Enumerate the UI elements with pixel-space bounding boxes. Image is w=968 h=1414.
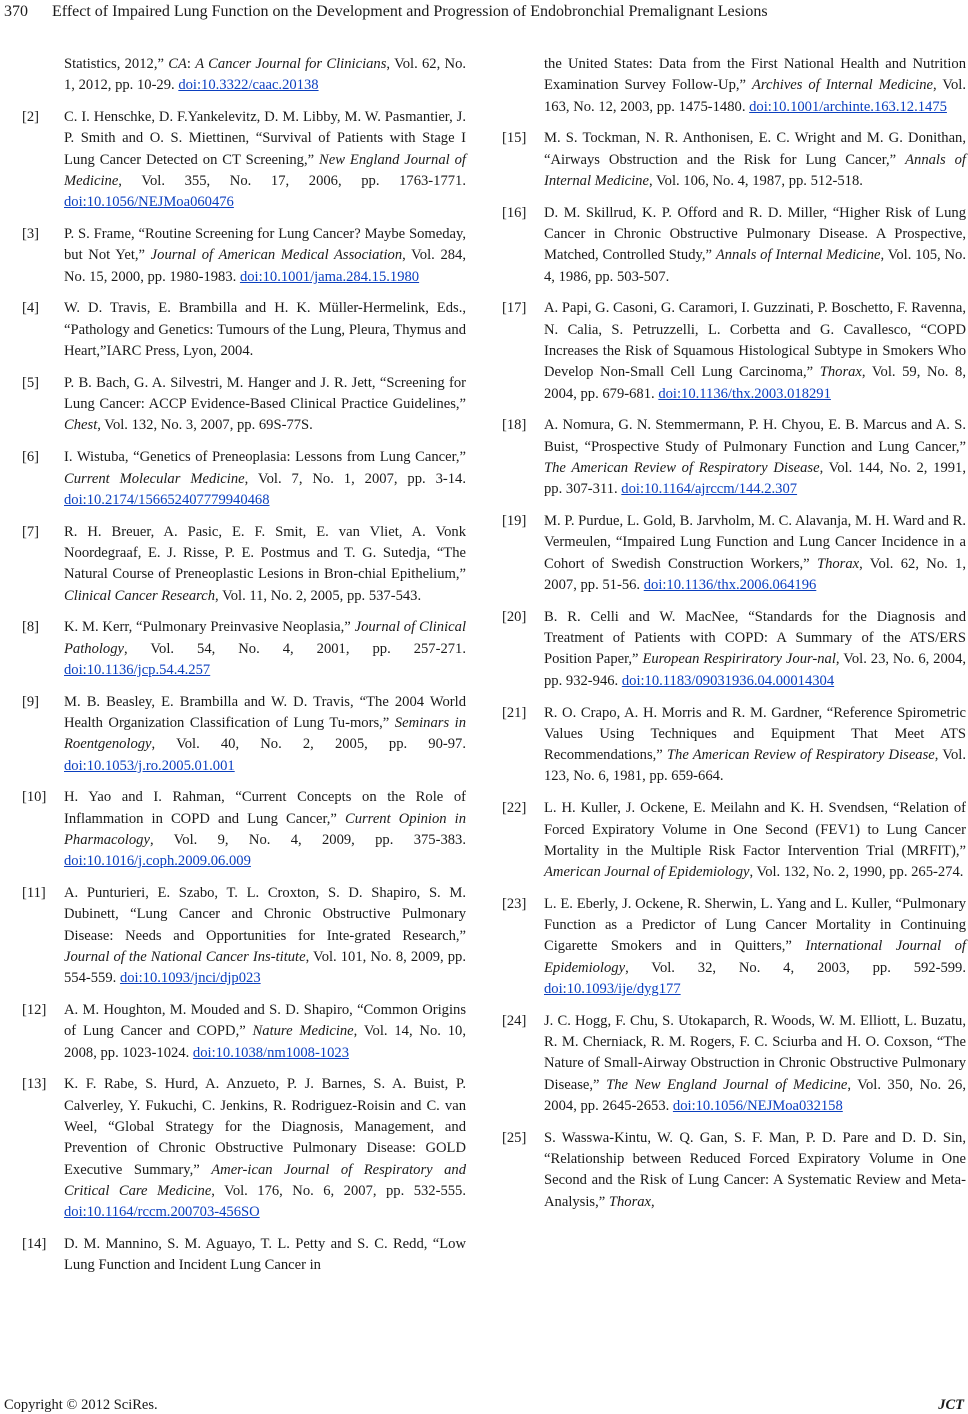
source-title: Current Opinion in Pharmacology <box>64 810 467 848</box>
journal-abbreviation: JCT <box>938 1397 964 1413</box>
references-right-column <box>502 54 966 1224</box>
reference-entry <box>502 894 966 1000</box>
reference-segment: D. M. Skillrud, K. P. Offord and R. D. Miller, “Higher Risk of Lung Cancer in Chronic Obstructive Pulmonary Disease. A Prospective, Matched, Controlled Study,” <box>544 204 966 264</box>
doi-link[interactable]: doi:10.1136/thx.2006.064196 <box>643 577 817 594</box>
reference-text <box>64 373 466 437</box>
reference-entry <box>22 224 466 288</box>
reference-segment: L. E. Eberly, J. Ockene, R. Sherwin, L. Yang and L. Kuller, “Pulmonary Function as a Predictor of Lung Cancer Mortality in Continuing Cigarette Smokers and in Quitters,” <box>544 895 966 955</box>
source-title: Nature Medicine <box>252 1023 354 1040</box>
reference-segment: : <box>186 56 196 72</box>
reference-segment: A. M. Houghton, M. Mouded and S. D. Shapiro, “Common Origins of Lung Cancer and COPD,” <box>64 1002 466 1040</box>
reference-text <box>64 224 466 288</box>
doi-link[interactable]: doi:10.1056/NEJMoa032158 <box>672 1098 843 1115</box>
reference-text <box>64 1234 466 1277</box>
reference-number: [6] <box>22 449 40 466</box>
source-title: The American Review of Respiratory Disease <box>666 747 935 764</box>
reference-text <box>64 883 466 989</box>
running-header <box>0 2 968 24</box>
reference-text <box>64 107 466 213</box>
doi-link[interactable]: doi:10.1136/jcp.54.4.257 <box>64 661 211 678</box>
reference-entry <box>22 1234 466 1277</box>
source-title: Annals of Internal Medicine <box>715 247 881 264</box>
reference-number: [16] <box>502 204 527 221</box>
reference-text <box>64 787 466 872</box>
reference-entry <box>22 298 466 362</box>
reference-segment: , Vol. 350, No. 26, 2004, pp. 2645-2653. <box>544 1076 966 1115</box>
reference-segment: , Vol. 32, No. 4, 2003, pp. 592-599. <box>625 959 966 976</box>
reference-text <box>544 128 966 192</box>
reference-text <box>544 798 966 883</box>
reference-segment: , Vol. 355, No. 17, 2006, pp. 1763-1771. <box>118 172 466 189</box>
source-title: Thorax <box>608 1193 652 1210</box>
reference-text <box>544 1128 966 1213</box>
reference-text <box>64 447 466 511</box>
reference-segment: , Vol. 11, No. 2, 2005, pp. 537-543. <box>215 587 422 604</box>
reference-number: [21] <box>502 704 527 721</box>
reference-number: [24] <box>502 1012 527 1029</box>
reference-number: [13] <box>22 1076 47 1093</box>
reference-segment: , Vol. 105, No. 4, 1986, pp. 503-507. <box>544 247 967 285</box>
reference-segment: , Vol. 7, No. 1, 2007, pp. 3-14. <box>244 470 467 487</box>
reference-entry <box>502 703 966 788</box>
reference-text <box>544 1011 966 1117</box>
reference-text <box>64 617 466 681</box>
reference-segment: M. S. Tockman, N. R. Anthonisen, E. C. Wright and M. G. Donithan, “Airways Obstruction and the Risk for Lung Cancer,” <box>544 130 966 168</box>
references-left-column <box>22 54 466 1287</box>
reference-segment: , Vol. 132, No. 3, 2007, pp. 69S-77S. <box>97 417 313 434</box>
reference-segment: , Vol. 62, No. 1, 2007, pp. 51-56. <box>544 555 966 594</box>
reference-text <box>64 54 466 97</box>
reference-segment: S. Wasswa-Kintu, W. Q. Gan, S. F. Man, P. D. Pare and D. D. Sin, “Relationship between Reduced Forced Expiratory Volume in One Second and the Risk of Lung Cancer: A Systematic Review and Meta-Analysis,” <box>544 1129 966 1210</box>
source-title: Thorax <box>819 364 862 381</box>
reference-text <box>64 692 466 777</box>
doi-link[interactable]: doi:10.1164/rccm.200703-456SO <box>64 1204 260 1221</box>
reference-segment: , Vol. 144, No. 2, 1991, pp. 307-311. <box>544 460 967 498</box>
reference-entry <box>22 522 466 607</box>
reference-segment: W. D. Travis, E. Brambilla and H. K. Müller-Hermelink, Eds., “Pathology and Genetics: Tumours of the Lung, Pleura, Thymus and Heart,”IARC Press, Lyon, 2004. <box>64 300 466 360</box>
source-title: Journal of American Medical Association <box>150 247 403 264</box>
reference-text <box>544 703 966 788</box>
source-title: Archives of Internal Medicine <box>751 77 933 94</box>
reference-segment: , Vol. 163, No. 12, 2003, pp. 1475-1480. <box>544 77 966 115</box>
reference-segment: , Vol. 59, No. 8, 2004, pp. 679-681. <box>544 364 966 402</box>
reference-segment: , Vol. 9, No. 4, 2009, pp. 375-383. <box>149 832 466 848</box>
doi-link[interactable]: doi:10.1164/ajrccm/144.2.307 <box>621 481 798 498</box>
reference-text <box>64 298 466 362</box>
reference-number: [20] <box>502 608 527 625</box>
reference-segment: , Vol. 106, No. 4, 1987, pp. 512-518. <box>648 172 863 189</box>
doi-link[interactable]: doi:10.3322/caac.20138 <box>178 77 319 94</box>
source-title: CA <box>168 56 187 72</box>
reference-number: [14] <box>22 1236 47 1253</box>
reference-segment: R. H. Breuer, A. Pasic, E. F. Smit, E. van Vliet, A. Vonk Noordegraaf, E. J. Risse, P. E. Postmus and T. G. Sutedja, “The Natural Course of Preneoplastic Lesions in Bron-chial Epithelium,” <box>64 523 466 583</box>
reference-entry <box>64 54 466 97</box>
reference-number: [22] <box>502 800 527 817</box>
reference-text <box>544 894 966 1000</box>
reference-entry <box>22 692 466 777</box>
copyright-notice: Copyright © 2012 SciRes. <box>4 1397 158 1413</box>
reference-entry <box>22 107 466 213</box>
reference-entry <box>22 883 466 989</box>
reference-number: [18] <box>502 417 527 434</box>
reference-entry <box>502 203 966 288</box>
reference-segment: L. H. Kuller, J. Ockene, E. Meilahn and K. H. Svendsen, “Relation of Forced Expiratory Volume in One Second (FEV1) to Lung Cancer Mortality in the Multiple Risk Factor Intervention Trial (MRFIT),” <box>544 800 966 859</box>
source-title: Amer-ican Journal of Respiratory and Critical Care Medicine <box>64 1161 466 1199</box>
reference-segment: , Vol. 62, No. 1, 2012, pp. 10-29. <box>64 56 467 94</box>
reference-entry <box>502 607 966 692</box>
reference-entry <box>22 373 466 437</box>
source-title: The New England Journal of Medicine <box>606 1076 848 1093</box>
reference-number: [25] <box>502 1129 527 1146</box>
doi-link[interactable]: doi:10.1093/ije/dyg177 <box>544 981 681 998</box>
reference-entry <box>502 511 966 596</box>
source-title: Chest <box>64 417 98 434</box>
source-title: Annals of Internal Medicine <box>544 151 966 189</box>
reference-segment: , Vol. 14, No. 10, 2008, pp. 1023-1024. <box>64 1023 466 1061</box>
reference-number: [2] <box>22 109 40 126</box>
doi-link[interactable]: doi:10.1136/thx.2003.018291 <box>658 385 831 402</box>
reference-number: [10] <box>22 789 47 806</box>
reference-number: [4] <box>22 300 40 317</box>
doi-link[interactable]: doi:10.1053/j.ro.2005.01.001 <box>64 757 235 774</box>
doi-link[interactable]: doi:10.1016/j.coph.2009.06.009 <box>64 853 251 870</box>
reference-segment: B. R. Celli and W. MacNee, “Standards for the Diagnosis and Treatment of Patients with COPD: A Summary of the ATS/ERS Position Paper,” <box>544 608 966 668</box>
doi-link[interactable]: doi:10.1183/09031936.04.00014304 <box>621 672 835 689</box>
source-title: European Respiriratory Jour-nal <box>642 651 836 668</box>
reference-segment: the United States: Data from the First National Health and Nutrition Examination Survey Follow-Up,” <box>544 56 966 94</box>
source-title: Current Molecular Medicine <box>64 470 245 487</box>
reference-entry <box>502 298 966 404</box>
source-title: The American Review of Respiratory Disease <box>544 460 820 477</box>
reference-text <box>544 511 966 596</box>
reference-segment: A. Papi, G. Casoni, G. Caramori, I. Guzzinati, P. Boschetto, F. Ravenna, N. Calia, S. Petruzzelli, L. Corbetta and G. Cavallesco, “COPD Increases the Risk of Squamous Histological Subtype in Smokers Who Develop Non-Small Cell Lung Carcinoma,” <box>544 300 966 381</box>
reference-segment: M. P. Purdue, L. Gold, B. Jarvholm, M. C. Alavanja, M. H. Ward and R. Vermeulen, “Impaired Lung Function and Lung Cancer Incidence in a Cohort of Swedish Construction Workers,” <box>544 513 966 572</box>
reference-segment: , Vol. 54, No. 4, 2001, pp. 257-271. <box>124 640 466 657</box>
reference-segment: , Vol. 132, No. 2, 1990, pp. 265-274. <box>749 864 964 881</box>
reference-segment: , Vol. 176, No. 6, 2007, pp. 532-555. <box>211 1182 466 1199</box>
reference-text <box>64 1074 466 1223</box>
source-title: American Journal of Epidemiology <box>544 864 750 881</box>
reference-entry <box>502 1011 966 1117</box>
reference-segment: , Vol. 284, No. 15, 2000, pp. 1980-1983. <box>64 247 466 285</box>
reference-text <box>544 203 966 288</box>
doi-link[interactable]: doi:10.1038/nm1008-1023 <box>192 1044 349 1061</box>
reference-text <box>64 1000 466 1064</box>
reference-segment: , Vol. 40, No. 2, 2005, pp. 90-97. <box>151 736 466 753</box>
page-number: 370 <box>4 3 28 20</box>
reference-number: [12] <box>22 1002 47 1019</box>
source-title: Seminars in Roentgenology <box>64 715 466 753</box>
reference-entry <box>22 1074 466 1223</box>
reference-segment: M. B. Beasley, E. Brambilla and W. D. Travis, “The 2004 World Health Organization Classification of Lung Tu-mors,” <box>64 693 466 732</box>
reference-number: [7] <box>22 523 40 540</box>
reference-number: [5] <box>22 374 40 391</box>
reference-number: [11] <box>22 885 46 902</box>
reference-entry <box>502 128 966 192</box>
reference-number: [9] <box>22 693 40 710</box>
running-title: Effect of Impaired Lung Function on the Development and Progression of Endobronchial Premalignant Lesions <box>52 3 768 20</box>
reference-number: [8] <box>22 619 40 636</box>
reference-number: [3] <box>22 226 40 243</box>
reference-entry <box>22 787 466 872</box>
doi-link[interactable]: doi:10.1001/jama.284.15.1980 <box>239 268 420 285</box>
doi-link[interactable]: doi:10.1001/archinte.163.12.1475 <box>749 98 947 115</box>
reference-number: [19] <box>502 513 527 530</box>
reference-segment: R. O. Crapo, A. H. Morris and R. M. Gardner, “Reference Spirometric Values Using Techniques and Equipment That Meet ATS Recommendations,” <box>544 704 966 764</box>
source-title: Journal of Clinical Pathology <box>64 619 466 657</box>
reference-segment: I. Wistuba, “Genetics of Preneoplasia: Lessons from Lung Cancer,” <box>64 449 466 466</box>
reference-entry <box>502 415 966 500</box>
reference-segment: , Vol. 23, No. 6, 2004, pp. 932-946. <box>544 651 967 689</box>
reference-segment: P. S. Frame, “Routine Screening for Lung Cancer? Maybe Someday, but Not Yet,” <box>64 226 466 264</box>
reference-entry <box>22 1000 466 1064</box>
source-title: Journal of the National Cancer Ins-titute <box>64 948 306 965</box>
reference-segment: A. Punturieri, E. Szabo, T. L. Croxton, S. D. Shapiro, S. M. Dubinett, “Lung Cancer and Chronic Obstructive Pulmonary Disease: Needs and Opportunities for Inte-grated Research,” <box>64 885 466 944</box>
reference-segment: , Vol. 123, No. 6, 1981, pp. 659-664. <box>544 747 966 785</box>
source-title: Thorax <box>816 555 860 572</box>
reference-segment: K. F. Rabe, S. Hurd, A. Anzueto, P. J. Barnes, S. A. Buist, P. Calverley, Y. Fukuchi, C. Jenkins, R. Rodriguez-Roisin and C. van Weel, “Global Strategy for the Diagnosis, Management, and Prevention of Chronic Obstructive Pulmonary Disease: GOLD Executive Summary,” <box>64 1076 466 1178</box>
reference-segment: K. M. Kerr, “Pulmonary Preinvasive Neoplasia,” <box>64 619 355 636</box>
doi-link[interactable]: doi:10.1056/NEJMoa060476 <box>64 194 234 211</box>
source-title: A Cancer Journal for Clinicians <box>195 56 387 72</box>
reference-number: [23] <box>502 895 527 912</box>
source-title: Clinical Cancer Research <box>64 587 216 604</box>
reference-text <box>544 415 966 500</box>
reference-text <box>544 607 966 692</box>
reference-number: [17] <box>502 300 527 317</box>
reference-segment: , Vol. 101, No. 8, 2009, pp. 554-559. <box>64 948 467 987</box>
source-title: New England Journal of Medicine <box>64 151 466 189</box>
doi-link[interactable]: doi:10.1093/jnci/djp023 <box>119 970 261 987</box>
source-title: International Journal of Epidemiology <box>544 938 966 976</box>
reference-entry <box>22 617 466 681</box>
doi-link[interactable]: doi:10.2174/156652407779940468 <box>64 491 270 508</box>
reference-text <box>64 522 466 607</box>
reference-segment: , <box>651 1193 655 1210</box>
reference-entry <box>22 447 466 511</box>
reference-text <box>544 54 966 118</box>
reference-segment: P. B. Bach, G. A. Silvestri, M. Hanger and J. R. Jett, “Screening for Lung Cancer: ACCP Evidence-Based Clinical Practice Guidelines,” <box>64 374 466 413</box>
reference-segment: A. Nomura, G. N. Stemmermann, P. H. Chyou, E. B. Marcus and A. S. Buist, “Prospective Study of Pulmonary Function and Lung Cancer,” <box>544 417 966 455</box>
reference-segment: H. Yao and I. Rahman, “Current Concepts on the Role of Inflammation in COPD and Lung Cancer,” <box>64 789 466 827</box>
reference-segment: J. C. Hogg, F. Chu, S. Utokaparch, R. Woods, W. M. Elliott, L. Buzatu, R. M. Cherniack, R. M. Rogers, F. C. Sciurba and H. O. Coxson, “The Nature of Small-Airway Obstruction in Chronic Obstructive Pulmonary Disease,” <box>544 1012 966 1093</box>
reference-text <box>544 298 966 404</box>
reference-entry <box>502 1128 966 1213</box>
reference-segment: C. I. Henschke, D. F.Yankelevitz, D. M. Libby, M. W. Pasmantier, J. P. Smith and O. S. Miettinen, “Survival of Patients with Stage I Lung Cancer Detected on CT Screening,” <box>64 109 466 168</box>
reference-segment: D. M. Mannino, S. M. Aguayo, T. L. Petty and S. C. Redd, “Low Lung Function and Incident Lung Cancer in <box>64 1236 466 1274</box>
reference-number: [15] <box>502 130 527 147</box>
reference-entry <box>544 54 966 118</box>
reference-entry <box>502 798 966 883</box>
reference-segment: Statistics, 2012,” <box>64 56 169 72</box>
